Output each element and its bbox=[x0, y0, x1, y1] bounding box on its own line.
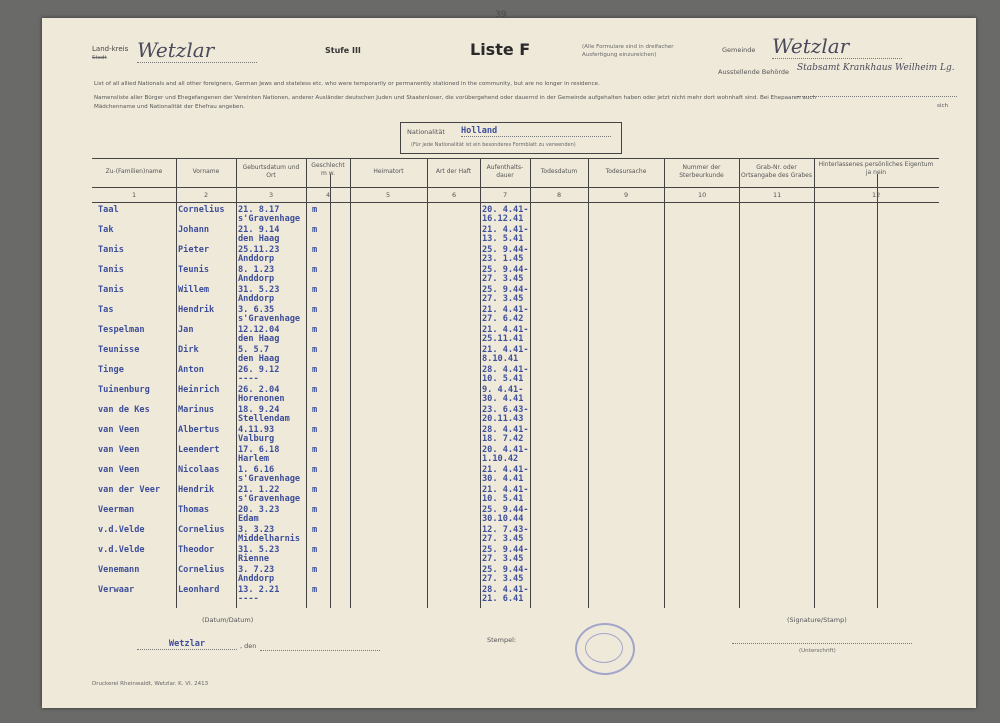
col-num: 8 bbox=[557, 191, 562, 199]
nationality-label: Nationalität bbox=[407, 128, 445, 136]
form-note: (Alle Formulare sind in dreifacher Ausfertigung einzureichen) bbox=[582, 44, 674, 58]
stay-start-cell: 25. 9.44- bbox=[482, 245, 529, 255]
stay-start-cell: 9. 4.41- bbox=[482, 385, 524, 395]
stay-end-cell: 27. 3.45 bbox=[482, 534, 524, 544]
surname-cell: van Veen bbox=[98, 465, 140, 475]
birthplace-cell: Harlem bbox=[238, 454, 270, 464]
sex-cell: m bbox=[312, 525, 318, 535]
birthplace-cell: s'Gravenhage bbox=[238, 474, 301, 484]
stay-end-cell: 27. 3.45 bbox=[482, 574, 524, 584]
stay-start-cell: 20. 4.41- bbox=[482, 205, 529, 215]
surname-cell: Tanis bbox=[98, 245, 124, 255]
stay-end-cell: 27. 6.42 bbox=[482, 314, 524, 324]
table-row bbox=[42, 505, 976, 525]
birthdate-cell: 26. 9.12 bbox=[238, 365, 280, 375]
col-num: 9 bbox=[624, 191, 629, 199]
surname-cell: Venemann bbox=[98, 565, 140, 575]
table-row bbox=[42, 585, 976, 605]
col-header-10: Nummer der Sterbeurkunde bbox=[679, 164, 724, 179]
birthplace-cell: Stellendam bbox=[238, 414, 290, 424]
stay-start-cell: 21. 4.41- bbox=[482, 485, 529, 495]
table-row bbox=[42, 405, 976, 425]
sex-cell: m bbox=[312, 505, 318, 515]
surname-cell: Tas bbox=[98, 305, 114, 315]
stay-end-cell: 1.10.42 bbox=[482, 454, 519, 464]
stay-start-cell: 25. 9.44- bbox=[482, 265, 529, 275]
col-header-1: Zu-(Familien)name bbox=[105, 168, 163, 175]
col-header-11: Grab-Nr. oder Ortsangabe des Grabes bbox=[741, 164, 812, 179]
birthplace-cell: Horenonen bbox=[238, 394, 285, 404]
table-row bbox=[42, 545, 976, 565]
nationality-value: Holland bbox=[461, 126, 611, 137]
birthdate-cell: 4.11.93 bbox=[238, 425, 275, 435]
sex-cell: m bbox=[312, 445, 318, 455]
firstname-cell: Leonhard bbox=[178, 585, 220, 595]
col-header-6: Art der Haft bbox=[435, 168, 472, 175]
stay-start-cell: 25. 9.44- bbox=[482, 545, 529, 555]
birthplace-cell: Anddorp bbox=[238, 294, 275, 304]
birthplace-cell: ---- bbox=[238, 594, 259, 604]
stay-start-cell: 12. 7.43- bbox=[482, 525, 529, 535]
firstname-cell: Heinrich bbox=[178, 385, 220, 395]
intro-german: Namensliste aller Bürger und Ehegefangenen der Vereinten Nationen, anderer Ausländer deutschen Juden und Staatenloser, die vorübergehend oder dauernd in der Gemeinde aufgehalten haben oder jetzt nicht mehr dort wohnhaft sind. Bei Ehepaaren auch Mädchenname und Nationalität der Ehefrau angeben. bbox=[94, 95, 817, 110]
stay-end-cell: 30. 4.41 bbox=[482, 474, 524, 484]
firstname-cell: Theodor bbox=[178, 545, 215, 555]
behoerde-label: Ausstellende Behörde bbox=[718, 68, 790, 76]
birthdate-cell: 21. 1.22 bbox=[238, 485, 280, 495]
sex-cell: m bbox=[312, 545, 318, 555]
sex-cell: m bbox=[312, 365, 318, 375]
kreis-value: Wetzlar bbox=[137, 38, 257, 63]
firstname-cell: Marinus bbox=[178, 405, 215, 415]
stay-end-cell: 30. 4.41 bbox=[482, 394, 524, 404]
birthdate-cell: 25.11.23 bbox=[238, 245, 280, 255]
stay-start-cell: 20. 4.41- bbox=[482, 445, 529, 455]
birthdate-cell: 26. 2.04 bbox=[238, 385, 280, 395]
firstname-cell: Johann bbox=[178, 225, 210, 235]
birthdate-cell: 21. 9.14 bbox=[238, 225, 280, 235]
table-row bbox=[42, 265, 976, 285]
stay-start-cell: 28. 4.41- bbox=[482, 585, 529, 595]
table-colnum-bottom bbox=[92, 202, 939, 203]
table-row bbox=[42, 425, 976, 445]
firstname-cell: Nicolaas bbox=[178, 465, 220, 475]
birthdate-cell: 31. 5.23 bbox=[238, 545, 280, 555]
birthdate-cell: 18. 9.24 bbox=[238, 405, 280, 415]
stay-end-cell: 27. 3.45 bbox=[482, 554, 524, 564]
birthplace-cell: Valburg bbox=[238, 434, 275, 444]
sex-cell: m bbox=[312, 465, 318, 475]
sex-cell: m bbox=[312, 485, 318, 495]
surname-cell: Tanis bbox=[98, 285, 124, 295]
col-header-5: Heimatort bbox=[373, 168, 404, 175]
birthplace-cell: s'Gravenhage bbox=[238, 314, 301, 324]
landkreis-label: Land-kreis bbox=[92, 45, 129, 53]
page-number: 39 bbox=[495, 10, 507, 20]
sex-cell: m bbox=[312, 265, 318, 275]
stay-start-cell: 25. 9.44- bbox=[482, 505, 529, 515]
stay-end-cell: 13. 5.41 bbox=[482, 234, 524, 244]
birthplace-cell: Rienne bbox=[238, 554, 270, 564]
stay-end-cell: 30.10.44 bbox=[482, 514, 524, 524]
firstname-cell: Leendert bbox=[178, 445, 220, 455]
birthplace-cell: s'Gravenhage bbox=[238, 214, 301, 224]
table-row bbox=[42, 385, 976, 405]
table-row bbox=[42, 285, 976, 305]
stay-end-cell: 16.12.41 bbox=[482, 214, 524, 224]
birthplace-cell: s'Gravenhage bbox=[238, 494, 301, 504]
sex-cell: m bbox=[312, 385, 318, 395]
col-num: 5 bbox=[386, 191, 391, 199]
col-header-2: Vorname bbox=[192, 168, 220, 175]
birthdate-cell: 20. 3.23 bbox=[238, 505, 280, 515]
official-stamp bbox=[575, 623, 635, 675]
birthdate-cell: 13. 2.21 bbox=[238, 585, 280, 595]
sex-cell: m bbox=[312, 425, 318, 435]
table-row bbox=[42, 205, 976, 225]
stay-start-cell: 21. 4.41- bbox=[482, 225, 529, 235]
firstname-cell: Albertus bbox=[178, 425, 220, 435]
surname-cell: van Veen bbox=[98, 445, 140, 455]
signature-label: (Signature/Stamp) bbox=[787, 616, 847, 624]
birthplace-cell: den Haag bbox=[238, 234, 280, 244]
stay-start-cell: 28. 4.41- bbox=[482, 425, 529, 435]
surname-cell: van de Kes bbox=[98, 405, 150, 415]
date-line bbox=[260, 650, 380, 651]
date-label: (Datum/Datum) bbox=[202, 616, 254, 624]
birthplace-cell: Edam bbox=[238, 514, 259, 524]
surname-cell: Tanis bbox=[98, 265, 124, 275]
sex-cell: m bbox=[312, 205, 318, 215]
col-num: 7 bbox=[503, 191, 508, 199]
stay-start-cell: 23. 6.43- bbox=[482, 405, 529, 415]
stay-start-cell: 21. 4.41- bbox=[482, 345, 529, 355]
firstname-cell: Pieter bbox=[178, 245, 210, 255]
table-row bbox=[42, 325, 976, 345]
stay-start-cell: 25. 9.44- bbox=[482, 285, 529, 295]
sex-cell: m bbox=[312, 225, 318, 235]
col-num: 2 bbox=[204, 191, 209, 199]
firstname-cell: Teunis bbox=[178, 265, 210, 275]
birthdate-cell: 8. 1.23 bbox=[238, 265, 275, 275]
surname-cell: van Veen bbox=[98, 425, 140, 435]
signature-line bbox=[732, 643, 912, 644]
col-header-3: Geburtsdatum und Ort bbox=[242, 164, 300, 179]
firstname-cell: Willem bbox=[178, 285, 210, 295]
sex-cell: m bbox=[312, 585, 318, 595]
document-sheet bbox=[42, 10, 976, 708]
firstname-cell: Thomas bbox=[178, 505, 210, 515]
birthplace-cell: ---- bbox=[238, 374, 259, 384]
stay-end-cell: 10. 5.41 bbox=[482, 494, 524, 504]
col-num: 6 bbox=[452, 191, 457, 199]
table-header-bottom bbox=[92, 187, 939, 188]
gemeinde-label: Gemeinde bbox=[722, 46, 756, 54]
firstname-cell: Dirk bbox=[178, 345, 199, 355]
birthdate-cell: 3. 3.23 bbox=[238, 525, 275, 535]
firstname-cell: Hendrik bbox=[178, 305, 215, 315]
col-num: 1 bbox=[132, 191, 137, 199]
col-header-9: Todesursache bbox=[605, 168, 647, 175]
table-top-border bbox=[92, 158, 939, 159]
liste-title: Liste F bbox=[470, 40, 531, 59]
stay-start-cell: 21. 4.41- bbox=[482, 465, 529, 475]
surname-cell: Verwaar bbox=[98, 585, 135, 595]
stay-start-cell: 28. 4.41- bbox=[482, 365, 529, 375]
col-header-12: Hinterlassenes persönliches Eigentum ja nein bbox=[818, 161, 934, 176]
surname-cell: Teunisse bbox=[98, 345, 140, 355]
col-num: 4 bbox=[326, 191, 331, 199]
col-num: 12 bbox=[872, 191, 881, 199]
birthdate-cell: 1. 6.16 bbox=[238, 465, 275, 475]
stufe-label: Stufe III bbox=[325, 46, 361, 55]
intro-english: List of all allied Nationals and all other foreigners, German Jews and stateless etc. who were temporarily or permanently stationed in the community, but are no longer in residence. bbox=[94, 81, 600, 87]
firstname-cell: Hendrik bbox=[178, 485, 215, 495]
stay-end-cell: 10. 5.41 bbox=[482, 374, 524, 384]
stay-end-cell: 27. 3.45 bbox=[482, 274, 524, 284]
sex-cell: m bbox=[312, 345, 318, 355]
birthplace-cell: Middelharnis bbox=[238, 534, 301, 544]
stay-end-cell: 23. 1.45 bbox=[482, 254, 524, 264]
col-header-7: Aufenthalts-dauer bbox=[486, 164, 524, 179]
sex-cell: m bbox=[312, 285, 318, 295]
behoerde-value: Stabsamt Krankhaus Weilheim Lg. bbox=[797, 60, 957, 97]
stay-end-cell: 25.11.41 bbox=[482, 334, 524, 344]
gemeinde-value: Wetzlar bbox=[772, 34, 902, 59]
table-row bbox=[42, 245, 976, 265]
surname-cell: Tespelman bbox=[98, 325, 145, 335]
intro-sich: sich bbox=[937, 103, 949, 109]
birthplace-cell: Anddorp bbox=[238, 274, 275, 284]
surname-cell: Veerman bbox=[98, 505, 135, 515]
firstname-cell: Anton bbox=[178, 365, 204, 375]
table-row bbox=[42, 445, 976, 465]
birthplace-cell: den Haag bbox=[238, 354, 280, 364]
surname-cell: v.d.Velde bbox=[98, 525, 145, 535]
surname-cell: Taal bbox=[98, 205, 119, 215]
sex-cell: m bbox=[312, 405, 318, 415]
unterschrift-label: (Unterschrift) bbox=[799, 648, 836, 654]
table-row bbox=[42, 365, 976, 385]
stay-start-cell: 21. 4.41- bbox=[482, 305, 529, 315]
surname-cell: v.d.Velde bbox=[98, 545, 145, 555]
col-header-8: Todesdatum bbox=[540, 168, 578, 175]
col-num: 10 bbox=[698, 191, 707, 199]
birthdate-cell: 3. 6.35 bbox=[238, 305, 275, 315]
birthplace-cell: Anddorp bbox=[238, 574, 275, 584]
den-label: , den bbox=[240, 642, 257, 650]
col-num: 11 bbox=[773, 191, 782, 199]
firstname-cell: Cornelius bbox=[178, 565, 225, 575]
birthdate-cell: 12.12.04 bbox=[238, 325, 280, 335]
table-row bbox=[42, 345, 976, 365]
col-header-4: Geschlecht m w. bbox=[311, 162, 345, 177]
stay-end-cell: 18. 7.42 bbox=[482, 434, 524, 444]
birthdate-cell: 17. 6.18 bbox=[238, 445, 280, 455]
birthdate-cell: 31. 5.23 bbox=[238, 285, 280, 295]
sex-cell: m bbox=[312, 325, 318, 335]
stempel-label: Stempel: bbox=[487, 636, 517, 644]
table-row bbox=[42, 485, 976, 505]
table-row bbox=[42, 465, 976, 485]
firstname-cell: Cornelius bbox=[178, 205, 225, 215]
sex-cell: m bbox=[312, 245, 318, 255]
birthdate-cell: 5. 5.7 bbox=[238, 345, 270, 355]
birthplace-cell: Anddorp bbox=[238, 254, 275, 264]
stay-start-cell: 25. 9.44- bbox=[482, 565, 529, 575]
firstname-cell: Jan bbox=[178, 325, 194, 335]
col-num: 3 bbox=[269, 191, 274, 199]
birthplace-cell: den Haag bbox=[238, 334, 280, 344]
surname-cell: van der Veer bbox=[98, 485, 161, 495]
table-row bbox=[42, 225, 976, 245]
sex-cell: m bbox=[312, 565, 318, 575]
table-row bbox=[42, 565, 976, 585]
stay-end-cell: 21. 6.41 bbox=[482, 594, 524, 604]
stadt-label: Stadt bbox=[92, 55, 107, 61]
surname-cell: Tinge bbox=[98, 365, 124, 375]
surname-cell: Tuinenburg bbox=[98, 385, 150, 395]
nationality-box bbox=[400, 122, 622, 154]
sex-cell: m bbox=[312, 305, 318, 315]
birthdate-cell: 3. 7.23 bbox=[238, 565, 275, 575]
birthdate-cell: 21. 8.17 bbox=[238, 205, 280, 215]
table-row bbox=[42, 525, 976, 545]
stay-end-cell: 8.10.41 bbox=[482, 354, 519, 364]
place-value: Wetzlar bbox=[137, 639, 237, 650]
stay-start-cell: 21. 4.41- bbox=[482, 325, 529, 335]
stay-end-cell: 27. 3.45 bbox=[482, 294, 524, 304]
surname-cell: Tak bbox=[98, 225, 114, 235]
table-row bbox=[42, 305, 976, 325]
printer-note: Druckerei Rheinwaldt, Wetzlar. K. VI. 2413 bbox=[92, 681, 209, 687]
stay-end-cell: 20.11.43 bbox=[482, 414, 524, 424]
nationality-note: (Für jede Nationalität ist ein besonderes Formblatt zu verwenden) bbox=[411, 142, 576, 148]
firstname-cell: Cornelius bbox=[178, 525, 225, 535]
